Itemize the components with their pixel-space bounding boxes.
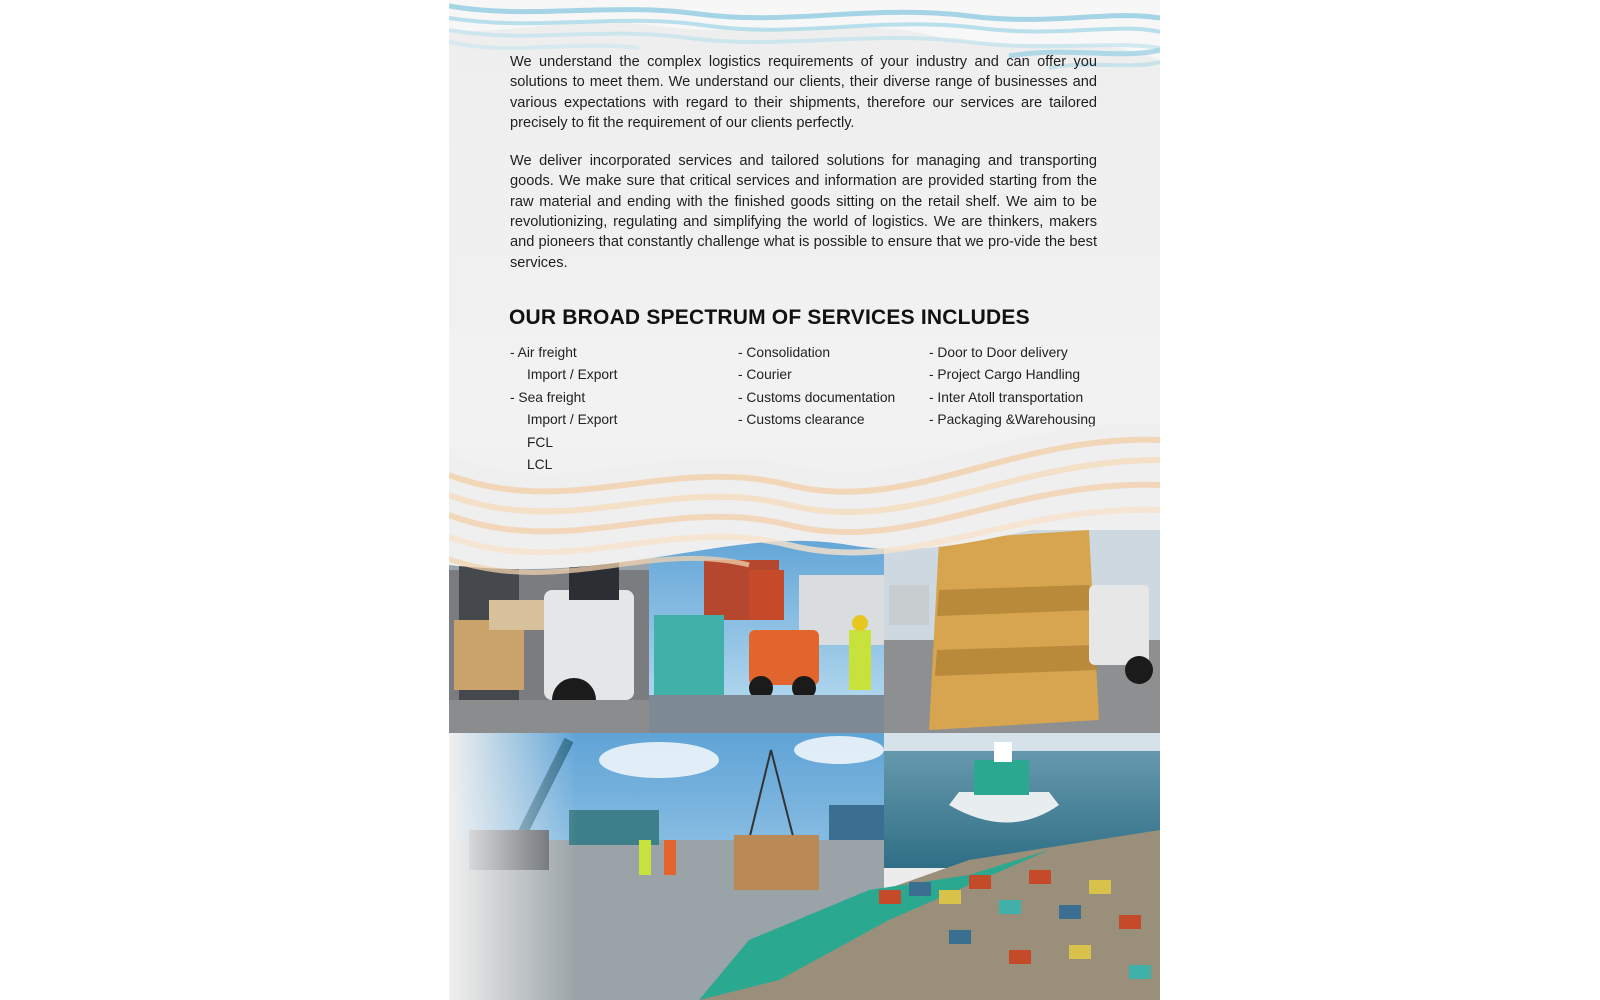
- service-item: - Packaging &Warehousing: [929, 412, 1096, 428]
- intro-paragraph-1: We understand the complex logistics requirements of your industry and can offer you solutions to meet them. We understand our clients, their diverse range of businesses and various expectations with regard to their shipments, therefore our services are tailored precisely to fit the requirement of our clients perfectly.: [510, 54, 1097, 131]
- service-item: - Sea freight: [510, 389, 586, 405]
- intro-text: [510, 52, 1097, 291]
- service-item: - Customs clearance: [738, 412, 865, 428]
- middle-wave-decoration: [449, 415, 1160, 605]
- intro-paragraph-2: We deliver incorporated services and tailored solutions for managing and transporting goods. We make sure that critical services and information are provided starting from the raw material and ending with the finished goods sitting on the retail shelf. We aim to be revolutionizing, regulating and simplifying the world of logistics. We are thinkers, makers and pioneers that constantly challenge what is possible to ensure that we pro-vide the best services.: [510, 153, 1097, 271]
- service-subitem: LCL: [527, 457, 553, 473]
- service-item: - Air freight: [510, 345, 577, 360]
- service-item: - Courier: [738, 367, 792, 383]
- service-item: - Project Cargo Handling: [929, 367, 1081, 383]
- service-item: - Door to Door delivery: [929, 345, 1068, 360]
- service-subitem: FCL: [527, 434, 554, 450]
- service-subitem: Import / Export: [527, 412, 618, 428]
- services-heading: OUR BROAD SPECTRUM OF SERVICES INCLUDES: [509, 306, 1030, 329]
- service-item: - Consolidation: [738, 345, 831, 360]
- service-item: - Customs documentation: [738, 389, 896, 405]
- service-subitem: Import / Export: [527, 367, 618, 383]
- brochure-page: [449, 0, 1160, 1000]
- service-item: - Inter Atoll transportation: [929, 389, 1084, 405]
